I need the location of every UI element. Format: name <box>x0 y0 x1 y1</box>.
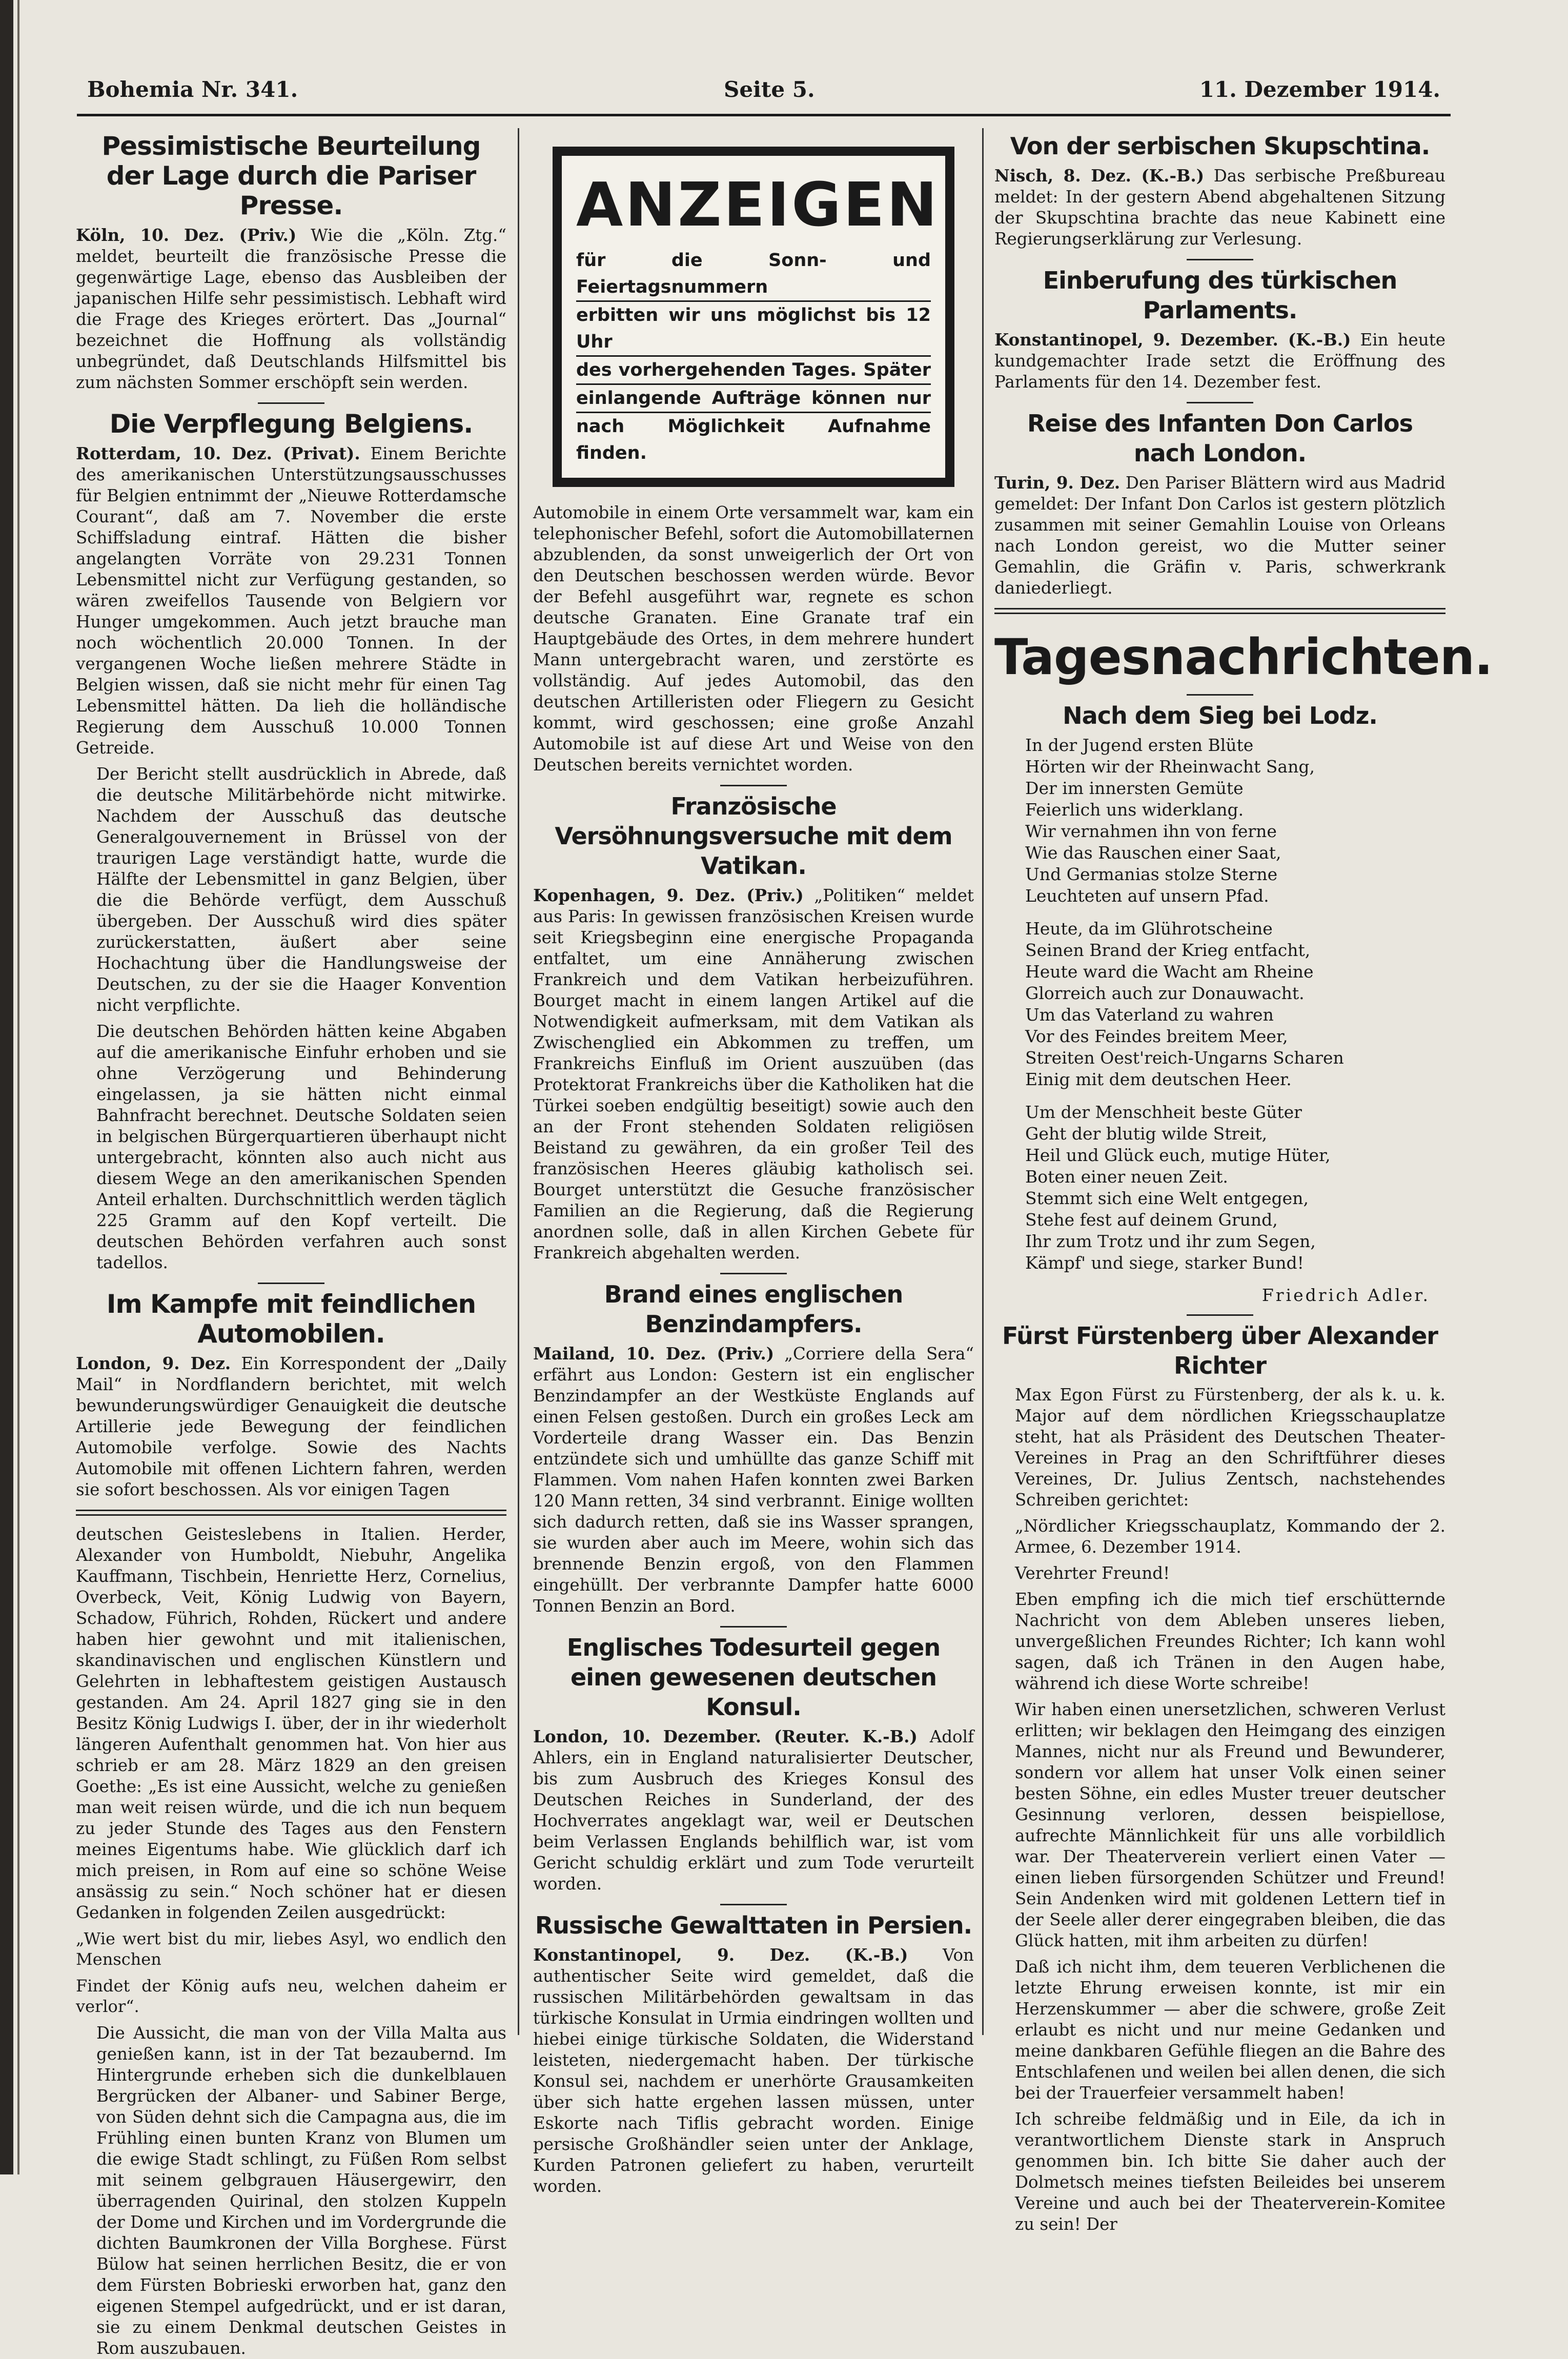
page-binding-line <box>17 0 19 2174</box>
poem-line: Glorreich auch zur Donauwacht. <box>1025 983 1305 1003</box>
poem-line: Und Germanias stolze Sterne <box>1025 864 1278 884</box>
poem-line: Boten einer neuen Zeit. <box>1025 1167 1228 1187</box>
poem-line: Seinen Brand der Krieg entfacht, <box>1025 940 1311 960</box>
poem-line: Der im innersten Gemüte <box>1025 778 1244 798</box>
section-rule <box>994 608 1445 614</box>
poem-line: Feierlich uns widerklang. <box>1025 800 1244 820</box>
poem-line: Stehe fest auf deinem Grund, <box>1025 1210 1278 1230</box>
article-text: Den Pariser Blättern wird aus Madrid gemeldet: Der Infant Don Carlos ist gestern plötzlich zusammen mit seiner Gemahlin Louise von Orleans nach London gereist, wo die Mutter seiner Gemahlin, die Gräfin v. Paris, schwerkrank daniederliegt. <box>994 473 1445 598</box>
article-text: „Corriere della Sera“ erfährt aus London: Gestern ist ein englischer Benzindampfer an der Westküste Englands auf einen Felsen gestoßen. Durch ein großes Leck am Vorderteile drang Wasser ein. Das Benzin entzündete sich und umhüllte das ganze Schiff mit Flammen. Vom nahen Hafen konnten zwei Barken 120 Mann retten, 34 sind verbrannt. Einige wollten sich dadurch retten, daß sie ins Wasser sprangen, sie wurden aber auch im Meere, wohin sich das brennende Benzin ergoß, von den Flammen eingehüllt. Der verbrannte Dampfer hatte 6000 Tonnen Benzin an Bord. <box>533 1344 974 1616</box>
poem-stanza <box>1025 735 1445 907</box>
article-paragraph: Max Egon Fürst zu Fürstenberg, der als k. u. k. Major auf dem nördlichen Kriegsschauplatze steht, hat als Präsident des Deutschen Theater-Vereines in Prag an den Schriftführer dieses Vereines, Dr. Julius Zentsch, nachstehendes Schreiben gerichtet: <box>1015 1385 1445 1510</box>
article-text: Wie die „Köln. Ztg.“ meldet, beurteilt die französische Presse die gegenwärtige Lage, ebenso das Ausbleiben der japanischen Hilfe sehr pessimistisch. Lebhaft wird die Frage des Krieges erörtert. Das „Journal“ bezeichnet die Hoffnung als vollständig unbegründet, daß Deutschlands Hilfsmittel bis zum nächsten Sommer erschöpft sein werden. <box>76 226 506 392</box>
article-body <box>76 1353 506 1500</box>
article-headline: Brand eines englischen Benzindampfers. <box>604 1280 903 1338</box>
poem-line: Hörten wir der Rheinwacht Sang, <box>1025 757 1315 777</box>
poem-line: Wir vernahmen ihn von ferne <box>1025 821 1277 841</box>
article-dateline: London, 10. Dezember. (Reuter. K.-B.) <box>533 1726 918 1746</box>
article-body <box>533 1726 974 1895</box>
article-paragraph: Ich schreibe feldmäßig und in Eile, da ich in verantwortlichem Dienste stark in Anspruch genommen bin. Ich bitte Sie daher auch der Dolmetsch meines tiefsten Beileides bei unserem Vereine und auch bei der Theaterverein-Komitee zu sein! Der <box>1015 2109 1445 2234</box>
advertisement-box <box>553 147 954 487</box>
column-divider <box>982 128 984 2035</box>
separator <box>1187 694 1253 696</box>
poem-author: Friedrich Adler. <box>1261 1285 1430 1305</box>
article-body <box>994 329 1445 393</box>
feuilleton-rule <box>76 1510 506 1516</box>
article-paragraph: Die deutschen Behörden hätten keine Abgaben auf die amerikanische Einfuhr erhoben und sie ohne Verzögerung und Behinderung eingelassen, ja sie hätten nicht einmal Bahnfracht berechnet. Deutsche Soldaten seien in belgischen Bürgerquartieren überhaupt nicht untergebracht, könnten also auch nicht aus diesem Wege an den amerikanischen Spenden Anteil erhalten. Durchschnittlich werden täglich 225 Gramm auf den Kopf verteilt. Die deutschen Behörden verfahren auch sonst tadellos. <box>96 1022 506 1272</box>
page-binding-edge <box>0 0 13 2174</box>
article-body <box>994 165 1445 250</box>
article-body <box>76 443 506 759</box>
article-body <box>76 225 506 393</box>
article-headline: Im Kampfe mit feindlichen Automobilen. <box>106 1289 476 1349</box>
article-headline: Französische Versöhnungsversuche mit dem Vatikan. <box>555 792 952 880</box>
poem-line: Vor des Feindes breitem Meer, <box>1025 1026 1288 1046</box>
article-headline: Von der serbischen Skupschtina. <box>1010 132 1430 160</box>
poem-title: Nach dem Sieg bei Lodz. <box>1063 702 1377 729</box>
poem-line: Heute, da im Glührotscheine <box>1025 919 1273 939</box>
poem-line: Streiten Oest'reich-Ungarns Scharen <box>1025 1048 1344 1068</box>
article-body <box>533 1944 974 2197</box>
section-title: Tagesnachrichten. <box>994 628 1493 686</box>
poem-line: Kämpf' und siege, starker Bund! <box>1025 1253 1304 1273</box>
article-paragraph: „Nördlicher Kriegsschauplatz, Kommando der 2. Armee, 6. Dezember 1914. <box>1015 1516 1445 1557</box>
article-body <box>533 885 974 1264</box>
poem-line: Leuchteten auf unsern Pfad. <box>1025 886 1269 906</box>
article-paragraph: Eben empfing ich die mich tief erschütternde Nachricht von dem Ableben unseres lieben, unvergeßlichen Freundes Richter; Ich kann wohl sagen, daß ich Tränen in den Augen habe, während ich diese Worte schreibe! <box>1015 1590 1445 1693</box>
ad-line: erbitten wir uns möglichst bis 12 Uhr <box>576 302 931 357</box>
poem-line: Geht der blutig wilde Streit, <box>1025 1124 1268 1144</box>
poem <box>1025 735 1445 1274</box>
header-date: 11. Dezember 1914. <box>1199 77 1440 102</box>
poem-stanza <box>1025 1102 1445 1274</box>
article-text: Ein Korrespondent der „Daily Mail“ in Nordflandern berichtet, mit welch bewunderungswürdiger Genauigkeit die deutsche Artillerie jede Bewegung der feindlichen Automobile verfolge. Sowie des Nachts Automobile mit offenen Lichtern fahren, werden sie sofort beschossen. Als vor einigen Tagen <box>76 1354 506 1499</box>
page-header <box>87 77 1440 110</box>
separator <box>1187 402 1253 403</box>
poem-line: Heil und Glück euch, mutige Hüter, <box>1025 1145 1331 1165</box>
article-paragraph: Daß ich nicht ihm, dem teueren Verblichenen die letzte Ehrung erweisen konnte, ist mir ein Herzenskummer — aber die schwere, große Zeit erlaubt es nicht und nur meine Gedanken und meine dankbaren Gefühle fliegen an die Bahre des Entschlafenen und weilen bei allen denen, die sich bei der Trauerfeier versammelt haben! <box>1015 1957 1445 2103</box>
article-dateline: Kopenhagen, 9. Dez. (Priv.) <box>533 885 804 905</box>
column-1 <box>76 128 506 2358</box>
separator <box>720 1904 787 1905</box>
feuilleton-paragraph: Die Aussicht, die man von der Villa Malta aus genießen kann, ist in der Tat bezaubernd. Im Hintergrunde erheben sich die dunkelblauen Bergrücken der Albaner- und Sabiner Berge, von Süden dehnt sich die Campagna aus, die im Frühling einen bunten Kranz von Blumen um die ewige Stadt schlingt, zu Füßen Rom selbst mit seinem gelbgrauen Häusergewirr, den überragenden Quirinal, den stolzen Kuppeln der Dome und Kirchen und im Vordergrunde die dichten Baumkronen der Villa Borghese. Fürst Bülow hat seinen herrlichen Besitz, die er von dem Fürsten Bobrieski erworben hat, ganz den eigenen Stempel aufgedrückt, und er ist daran, sie zu einem Denkmal deutschen Geistes in Rom auszubauen. <box>96 2023 506 2358</box>
article-text: Einem Berichte des amerikanischen Unterstützungsausschusses für Belgien entnimmt der „Nieuwe Rotterdamsche Courant“, daß am 7. November die erste Schiffsladung eintraf. Hätten die bisher angelangten Vorräte von 29.231 Tonnen Lebensmittel nicht zur Verfügung gestanden, so wären zweifellos Tausende von Belgiern vor Hunger umgekommen. Auch jetzt brauche man noch wöchentlich 20.000 Tonnen. In der vergangenen Woche ließen mehrere Städte in Belgien wissen, daß sie nicht mehr für einen Tag Lebensmittel hätten. Da lieh die holländische Regierung dem Ausschuß 10.000 Tonnen Getreide. <box>76 444 506 758</box>
column-3 <box>994 128 1493 2234</box>
article-paragraph: Der Bericht stellt ausdrücklich in Abrede, daß die deutsche Militärbehörde nicht mitwirke. Nachdem der Ausschuß das deutsche Generalgouvernement in Brüssel von der traurigen Lage verständigt hatte, wurde die Hälfte der Lebensmittel in ganz Belgien, über die die Behörde verfügt, dem Ausschuß übergeben. Der Ausschuß wird dies später zurückerstatten, äußert aber seine Hochachtung über die Handlungsweise der Deutschen, zu der sie die Haager Konvention nicht verpflichte. <box>96 764 506 1015</box>
separator <box>720 1626 787 1628</box>
poem-line: Um der Menschheit beste Güter <box>1025 1102 1302 1122</box>
poem-line: Einig mit dem deutschen Heer. <box>1025 1069 1292 1089</box>
ad-title: ANZEIGEN <box>576 169 940 240</box>
article-dateline: Rotterdam, 10. Dez. (Privat). <box>76 443 360 463</box>
poem-line: In der Jugend ersten Blüte <box>1025 735 1254 755</box>
article-text: Das serbische Preßbureau meldet: In der gestern Abend abgehaltenen Sitzung der Skupschtina brachte das neue Kabinett eine Regierungserklärung zur Verlesung. <box>994 166 1445 249</box>
article-dateline: Konstantinopel, 9. Dez. (K.-B.) <box>533 1945 908 1965</box>
article-body <box>533 1343 974 1617</box>
header-issue: Bohemia Nr. 341. <box>87 77 298 102</box>
article-dateline: Mailand, 10. Dez. (Priv.) <box>533 1344 775 1364</box>
poem-line: Stemmt sich eine Welt entgegen, <box>1025 1188 1309 1208</box>
article-headline: Pessimistische Beurteilung der Lage durch die Pariser Presse. <box>101 131 481 220</box>
article-headline: Einberufung des türkischen Parlaments. <box>1043 267 1397 324</box>
separator <box>258 1283 324 1284</box>
poem-line: Um das Vaterland zu wahren <box>1025 1005 1274 1025</box>
poem-stanza <box>1025 918 1445 1090</box>
article-dateline: Turin, 9. Dez. <box>994 473 1121 493</box>
article-text: „Politiken“ meldet aus Paris: In gewissen französischen Kreisen wurde seit Kriegsbeginn eine energische Propaganda entfaltet, um eine Annäherung zwischen Frankreich und dem Vatikan herbeizuführen. Bourget macht in einem langen Artikel auf die Notwendigkeit aufmerksam, mit dem Vatikan als Zwischenglied ein Abkommen zu treffen, um Frankreichs Einfluß im Orient auszuüben (das Protektorat Frankreichs über die Katholiken hat die Türkei soeben endgültig beseitigt) sowie auch den an der Front stehenden Soldaten religiösen Beistand zu gewähren, da ein großer Teil des französischen Heeres gläubig katholisch sei. Bourget unterstützt die Gesuche französischer Familien an die Regierung, daß die Regierung anordnen solle, daß in allen Kirchen Gebete für Frankreich abgehalten werden. <box>533 886 974 1263</box>
article-body <box>994 472 1445 599</box>
poem-line: Wie das Rauschen einer Saat, <box>1025 843 1281 863</box>
separator <box>720 785 787 786</box>
separator <box>720 1273 787 1274</box>
column-2 <box>533 128 974 2196</box>
article-dateline: Köln, 10. Dez. (Priv.) <box>76 225 297 245</box>
poem-quote: „Wie wert bist du mir, liebes Asyl, wo endlich den Menschen <box>76 1929 506 1969</box>
article-headline: Englisches Todesurteil gegen einen gewesenen deutschen Konsul. <box>566 1634 941 1721</box>
article-paragraph: Verehrter Freund! <box>1015 1563 1170 1583</box>
article-headline: Russische Gewalttaten in Persien. <box>535 1911 972 1939</box>
separator <box>1187 259 1253 260</box>
separator <box>258 402 324 404</box>
article-continuation: Automobile in einem Orte versammelt war, kam ein telephonischer Befehl, sofort die Automobillaternen abzublenden, da sonst unweigerlich der Ort von den Deutschen beschossen werden würde. Bevor der Befehl ausgeführt war, regnete es schon deutsche Granaten. Eine Granate traf ein Hauptgebäude des Ortes, in dem mehrere hundert Mann untergebracht waren, und zerstörte es vollständig. Auf jedes Automobil, das den deutschen Artilleristen oder Fliegern zu Gesicht kommt, wird geschossen; eine große Anzahl Automobile ist auf diese Art und Weise von den Deutschen bereits vernichtet worden. <box>533 503 974 775</box>
article-text: Von authentischer Seite wird gemeldet, daß die russischen Militärbehörden gewaltsam in das türkische Konsulat in Urmia eindringen wollten und hiebei einige türkische Soldaten, die Widerstand leisteten, niedergemacht haben. Der türkische Konsul sei, nachdem er unerhörte Grausamkeiten über sich hatte ergehen lassen müssen, unter Eskorte nach Tiflis gebracht worden. Einige persische Großhändler seien unter der Anklage, Kurden Patronen geliefert zu haben, verurteilt worden. <box>533 1945 974 2196</box>
ad-line: einlangende Aufträge können nur <box>576 385 931 413</box>
article-text: Adolf Ahlers, ein in England naturalisierter Deutscher, bis zum Ausbruch des Krieges Konsul des Deutschen Reiches in Sunderland, der des Hochverrates angeklagt war, weil er Deutschen beim Verlassen Englands behilflich war, ist vom Gericht schuldig erklärt und zum Tode verurteilt worden. <box>533 1727 974 1894</box>
ad-line: nach Möglichkeit Aufnahme finden. <box>576 416 931 463</box>
poem-line: Ihr zum Trotz und ihr zum Segen, <box>1025 1231 1316 1251</box>
ad-line: des vorhergehenden Tages. Später <box>576 357 931 385</box>
header-page-number: Seite 5. <box>724 77 815 102</box>
article-headline: Fürst Fürstenberg über Alexander Richter <box>1002 1322 1438 1379</box>
column-divider <box>518 128 519 2035</box>
separator <box>1187 1314 1253 1316</box>
article-headline: Die Verpflegung Belgiens. <box>109 409 473 439</box>
poem-line: Heute ward die Wacht am Rheine <box>1025 962 1314 982</box>
article-text: Ein heute kundgemachter Irade setzt die Eröffnung des Parlaments für den 14. Dezember fest. <box>994 330 1445 392</box>
ad-line: für die Sonn- und Feiertagsnummern <box>576 247 931 302</box>
header-rule <box>77 114 1451 116</box>
article-dateline: Konstantinopel, 9. Dezember. (K.-B.) <box>994 330 1351 350</box>
article-paragraph: Wir haben einen unersetzlichen, schweren Verlust erlitten; wir beklagen den Heimgang des einzigen Mannes, nicht nur als Freund und Bewunderer, sondern vor allem hat unser Volk einen seiner besten Söhne, ein edles Muster treuer deutscher Gesinnung verloren, dessen beispiellose, aufrechte Männlichkeit für uns alle vorbildlich war. Der Theaterverein verliert einen Vater — einen lieben fürsorgenden Schützer und Freund! Sein Andenken wird mit goldenen Lettern tief in der Seele aller derer eingegraben bleiben, die das Glück hatten, mit ihm arbeiten zu dürfen! <box>1015 1700 1445 1950</box>
poem-quote: Findet der König aufs neu, welchen daheim er verlor“. <box>76 1976 506 2016</box>
article-dateline: London, 9. Dez. <box>76 1353 231 1373</box>
article-dateline: Nisch, 8. Dez. (K.-B.) <box>994 166 1205 186</box>
feuilleton-paragraph: deutschen Geisteslebens in Italien. Herder, Alexander von Humboldt, Niebuhr, Angelika Kauffmann, Tischbein, Henriette Herz, Cornelius, Overbeck, Veit, König Ludwig von Bayern, Schadow, Führich, Rohden, Rückert und andere haben hier gewohnt und mit italienischen, skandinavischen und englischen Künstlern und Gelehrten in lebhaftestem geistigen Austausch gestanden. Am 24. April 1827 ging sie in den Besitz König Ludwigs I. über, der in ihr wiederholt längeren Aufenthalt genommen hat. Von hier aus schrieb er am 28. März 1829 an den greisen Goethe: „Es ist eine Aussicht, welche zu genießen man weit reisen würde, und die ich nun bequem zu jeder Stunde des Tages aus den Fenstern meines Eigentums habe. Wie glücklich darf ich mich preisen, in Rom auf eine so schöne Weise ansässig zu sein.“ Noch schöner hat er diesen Gedanken in folgenden Zeilen ausgedrückt: <box>76 1524 506 1922</box>
article-headline: Reise des Infanten Don Carlos nach London. <box>1027 410 1413 467</box>
